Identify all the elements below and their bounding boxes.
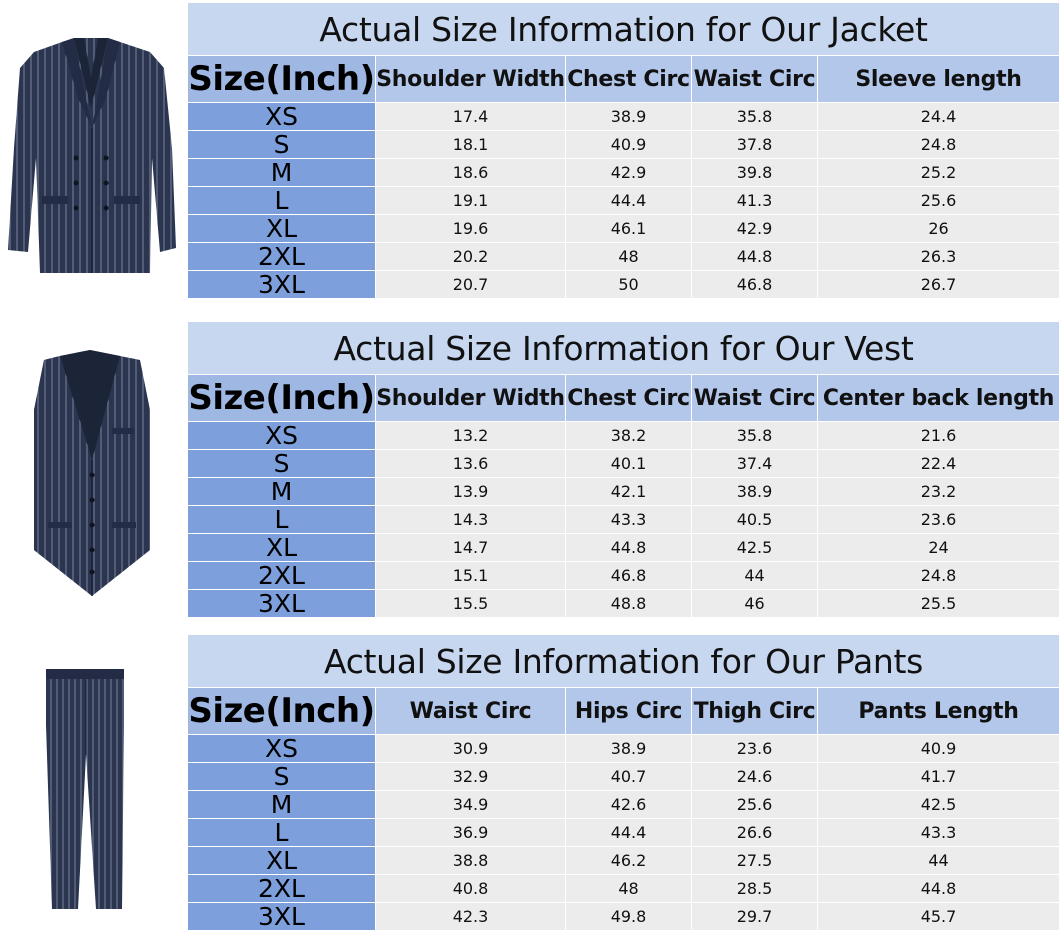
- table-cell: 36.9: [376, 819, 566, 847]
- table-cell: 26.6: [692, 819, 818, 847]
- size-label: XS: [188, 103, 376, 131]
- table-row: [188, 478, 1060, 506]
- table-cell: 35.8: [692, 103, 818, 131]
- table-row: [188, 243, 1060, 271]
- table-cell: 24.8: [818, 562, 1060, 590]
- table-cell: 25.5: [818, 590, 1060, 618]
- column-header: Center back length: [818, 375, 1060, 422]
- table-row: [188, 819, 1060, 847]
- size-label: L: [188, 506, 376, 534]
- table-row: [188, 847, 1060, 875]
- table-cell: 25.6: [818, 187, 1060, 215]
- table-cell: 25.2: [818, 159, 1060, 187]
- vest-image: [0, 350, 182, 600]
- table-row: [188, 103, 1060, 131]
- table-cell: 23.6: [818, 506, 1060, 534]
- pants-image: [0, 665, 182, 915]
- size-label: XL: [188, 847, 376, 875]
- table-cell: 37.4: [692, 450, 818, 478]
- table-row: [188, 215, 1060, 243]
- column-header: Chest Circ: [566, 56, 692, 103]
- table-cell: 43.3: [566, 506, 692, 534]
- table-cell: 20.2: [376, 243, 566, 271]
- table-cell: 42.5: [692, 534, 818, 562]
- table-cell: 50: [566, 271, 692, 299]
- table-cell: 38.2: [566, 422, 692, 450]
- table-cell: 24.6: [692, 763, 818, 791]
- table-cell: 21.6: [818, 422, 1060, 450]
- table-cell: 38.9: [692, 478, 818, 506]
- table-cell: 42.3: [376, 903, 566, 931]
- size-label: M: [188, 791, 376, 819]
- table-cell: 46.1: [566, 215, 692, 243]
- table-header-row: [188, 688, 1060, 735]
- table-row: [188, 187, 1060, 215]
- table-cell: 15.1: [376, 562, 566, 590]
- table-cell: 23.6: [692, 735, 818, 763]
- column-header: Hips Circ: [566, 688, 692, 735]
- table-cell: 44: [818, 847, 1060, 875]
- size-label: 2XL: [188, 875, 376, 903]
- table-cell: 18.1: [376, 131, 566, 159]
- table-cell: 40.5: [692, 506, 818, 534]
- table-cell: 49.8: [566, 903, 692, 931]
- table-cell: 13.2: [376, 422, 566, 450]
- table-cell: 34.9: [376, 791, 566, 819]
- table-header-row: [188, 375, 1060, 422]
- table-row: [188, 422, 1060, 450]
- size-label: S: [188, 131, 376, 159]
- table-cell: 24: [818, 534, 1060, 562]
- size-column-header: Size(Inch): [188, 56, 376, 103]
- table-cell: 40.9: [566, 131, 692, 159]
- pants-size-table: [187, 634, 1060, 931]
- column-header: Pants Length: [818, 688, 1060, 735]
- table-cell: 48: [566, 243, 692, 271]
- table-cell: 37.8: [692, 131, 818, 159]
- size-label: XS: [188, 422, 376, 450]
- size-label: 2XL: [188, 243, 376, 271]
- table-row: [188, 763, 1060, 791]
- table-header-row: [188, 56, 1060, 103]
- table-cell: 38.9: [566, 735, 692, 763]
- table-cell: 41.7: [818, 763, 1060, 791]
- table-row: [188, 735, 1060, 763]
- table-cell: 35.8: [692, 422, 818, 450]
- column-header: Thigh Circ: [692, 688, 818, 735]
- table-cell: 44.4: [566, 187, 692, 215]
- table-row: [188, 562, 1060, 590]
- table-cell: 40.1: [566, 450, 692, 478]
- vest-table-title: Actual Size Information for Our Vest: [188, 322, 1060, 375]
- table-cell: 41.3: [692, 187, 818, 215]
- table-row: [188, 159, 1060, 187]
- table-cell: 25.6: [692, 791, 818, 819]
- table-cell: 43.3: [818, 819, 1060, 847]
- table-cell: 42.9: [692, 215, 818, 243]
- table-cell: 26.3: [818, 243, 1060, 271]
- size-label: L: [188, 187, 376, 215]
- table-cell: 44: [692, 562, 818, 590]
- vest-size-table: [187, 321, 1060, 618]
- table-cell: 44.8: [692, 243, 818, 271]
- column-header: Shoulder Width: [376, 56, 566, 103]
- table-cell: 19.6: [376, 215, 566, 243]
- size-label: M: [188, 478, 376, 506]
- table-cell: 32.9: [376, 763, 566, 791]
- size-label: L: [188, 819, 376, 847]
- size-label: 3XL: [188, 903, 376, 931]
- table-cell: 46: [692, 590, 818, 618]
- column-header: Chest Circ: [566, 375, 692, 422]
- table-cell: 19.1: [376, 187, 566, 215]
- column-header: Waist Circ: [376, 688, 566, 735]
- table-cell: 42.9: [566, 159, 692, 187]
- table-cell: 45.7: [818, 903, 1060, 931]
- table-cell: 46.8: [566, 562, 692, 590]
- size-label: 3XL: [188, 590, 376, 618]
- jacket-table-title: Actual Size Information for Our Jacket: [188, 3, 1060, 56]
- table-cell: 46.2: [566, 847, 692, 875]
- size-label: M: [188, 159, 376, 187]
- size-label: S: [188, 450, 376, 478]
- column-header: Waist Circ: [692, 375, 818, 422]
- table-row: [188, 506, 1060, 534]
- table-cell: 40.7: [566, 763, 692, 791]
- table-cell: 48: [566, 875, 692, 903]
- table-row: [188, 534, 1060, 562]
- size-label: XL: [188, 534, 376, 562]
- table-cell: 46.8: [692, 271, 818, 299]
- table-cell: 38.8: [376, 847, 566, 875]
- table-row: [188, 271, 1060, 299]
- column-header: Shoulder Width: [376, 375, 566, 422]
- table-row: [188, 590, 1060, 618]
- table-cell: 30.9: [376, 735, 566, 763]
- table-cell: 20.7: [376, 271, 566, 299]
- table-cell: 14.3: [376, 506, 566, 534]
- size-label: 2XL: [188, 562, 376, 590]
- table-cell: 39.8: [692, 159, 818, 187]
- table-row: [188, 875, 1060, 903]
- table-cell: 26: [818, 215, 1060, 243]
- table-cell: 40.8: [376, 875, 566, 903]
- size-column-header: Size(Inch): [188, 688, 376, 735]
- table-cell: 44.8: [818, 875, 1060, 903]
- size-label: 3XL: [188, 271, 376, 299]
- jacket-size-table: [187, 2, 1060, 299]
- size-label: XS: [188, 735, 376, 763]
- table-cell: 22.4: [818, 450, 1060, 478]
- table-cell: 18.6: [376, 159, 566, 187]
- column-header: Waist Circ: [692, 56, 818, 103]
- table-cell: 13.6: [376, 450, 566, 478]
- table-cell: 42.5: [818, 791, 1060, 819]
- size-column-header: Size(Inch): [188, 375, 376, 422]
- jacket-image: [0, 38, 182, 283]
- table-cell: 24.8: [818, 131, 1060, 159]
- table-cell: 27.5: [692, 847, 818, 875]
- table-cell: 15.5: [376, 590, 566, 618]
- column-header: Sleeve length: [818, 56, 1060, 103]
- table-cell: 48.8: [566, 590, 692, 618]
- table-cell: 42.1: [566, 478, 692, 506]
- table-cell: 40.9: [818, 735, 1060, 763]
- table-cell: 24.4: [818, 103, 1060, 131]
- table-cell: 17.4: [376, 103, 566, 131]
- table-cell: 13.9: [376, 478, 566, 506]
- table-cell: 23.2: [818, 478, 1060, 506]
- table-row: [188, 791, 1060, 819]
- size-label: S: [188, 763, 376, 791]
- table-row: [188, 450, 1060, 478]
- table-row: [188, 903, 1060, 931]
- table-cell: 28.5: [692, 875, 818, 903]
- table-cell: 44.4: [566, 819, 692, 847]
- size-label: XL: [188, 215, 376, 243]
- table-cell: 38.9: [566, 103, 692, 131]
- table-row: [188, 131, 1060, 159]
- table-cell: 26.7: [818, 271, 1060, 299]
- table-cell: 44.8: [566, 534, 692, 562]
- table-cell: 42.6: [566, 791, 692, 819]
- pants-table-title: Actual Size Information for Our Pants: [188, 635, 1060, 688]
- table-cell: 29.7: [692, 903, 818, 931]
- table-cell: 14.7: [376, 534, 566, 562]
